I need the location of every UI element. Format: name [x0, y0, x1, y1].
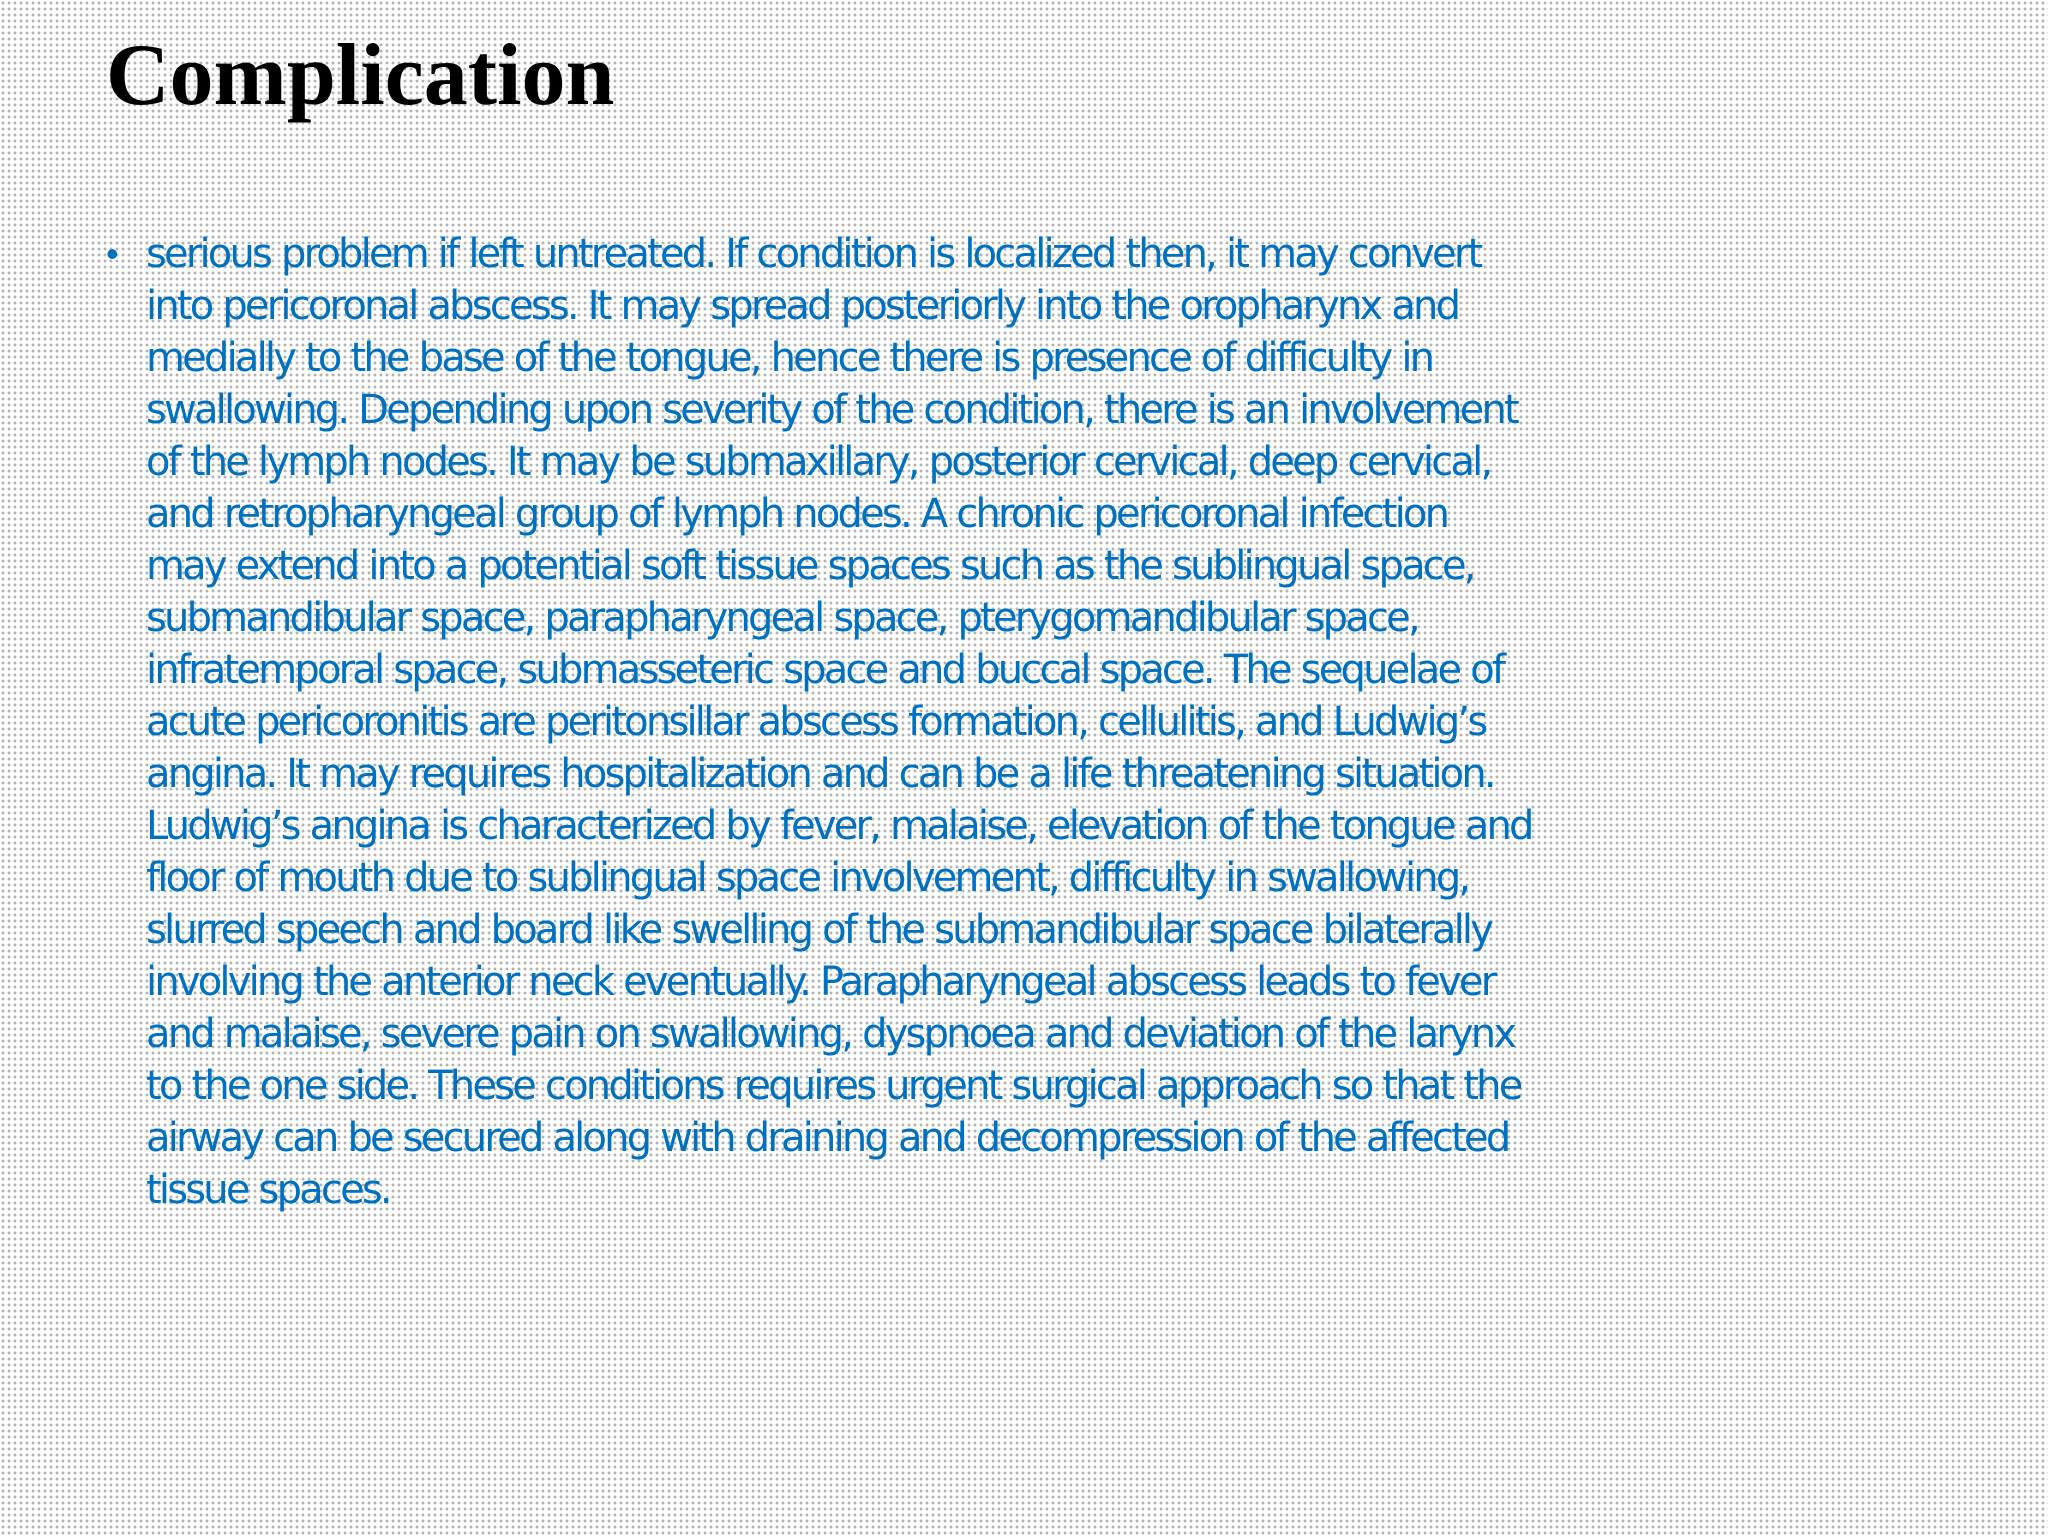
- text-line: angina. It may requires hospitalization and can be a life threatening situation.: [146, 751, 1494, 797]
- text-line: involving the anterior neck eventually. Parapharyngeal abscess leads to fever: [146, 959, 1495, 1005]
- text-line: airway can be secured along with draining and decompression of the affected: [146, 1115, 1509, 1161]
- text-line: may extend into a potential soft tissue spaces such as the sublingual space,: [146, 543, 1474, 589]
- text-line: swallowing. Depending upon severity of the condition, there is an involvement: [146, 387, 1517, 433]
- text-line: to the one side. These conditions requires urgent surgical approach so that the: [146, 1063, 1521, 1109]
- text-line: and malaise, severe pain on swallowing, dyspnoea and deviation of the larynx: [146, 1011, 1515, 1057]
- text-line: into pericoronal abscess. It may spread posteriorly into the oropharynx and: [146, 283, 1459, 329]
- text-line: floor of mouth due to sublingual space involvement, difficulty in swallowing,: [146, 855, 1469, 901]
- slide-title: Complication: [106, 27, 615, 124]
- text-line: of the lymph nodes. It may be submaxillary, posterior cervical, deep cervical,: [146, 439, 1491, 485]
- text-line: slurred speech and board like swelling of the submandibular space bilaterally: [146, 907, 1492, 953]
- text-line: acute pericoronitis are peritonsillar abscess formation, cellulitis, and Ludwig’s: [146, 699, 1486, 745]
- bullet-list: [106, 228, 1906, 1216]
- text-line: infratemporal space, submasseteric space and buccal space. The sequelae of: [146, 647, 1504, 693]
- text-line: serious problem if left untreated. If condition is localized then, it may convert: [146, 231, 1481, 277]
- bullet-item: [106, 228, 1906, 1216]
- bullet-text: [146, 228, 1906, 1216]
- text-line: submandibular space, parapharyngeal space, pterygomandibular space,: [146, 595, 1418, 641]
- text-line: Ludwig’s angina is characterized by fever, malaise, elevation of the tongue and: [146, 803, 1532, 849]
- text-line: tissue spaces.: [146, 1167, 390, 1213]
- text-line: and retropharyngeal group of lymph nodes. A chronic pericoronal infection: [146, 491, 1448, 537]
- text-line: medially to the base of the tongue, hence there is presence of difficulty in: [146, 335, 1433, 381]
- bullet-marker: •: [106, 233, 119, 274]
